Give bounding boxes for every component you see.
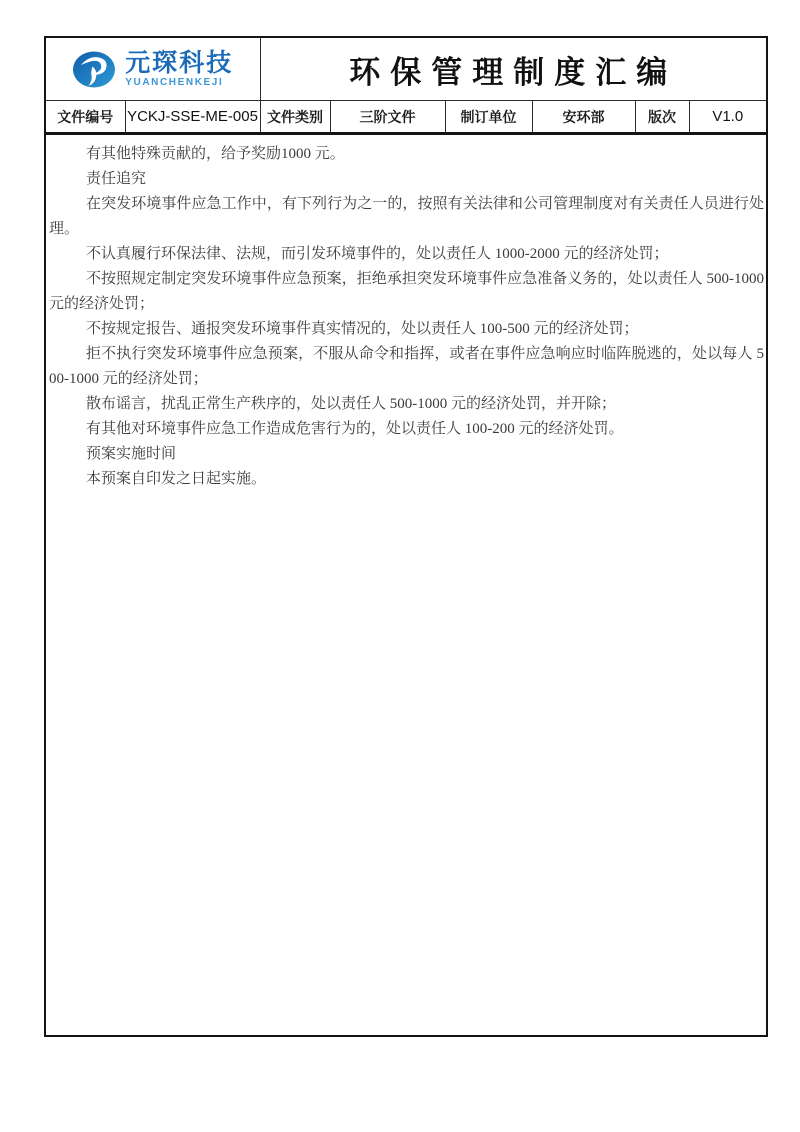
paragraph: 拒不执行突发环境事件应急预案，不服从命令和指挥，或者在事件应急响应时临阵脱逃的，处以每人 500-1000 元的经济处罚； [49,346,764,387]
title-cell [260,38,766,101]
logo-cell [46,38,260,101]
company-name-en: YUANCHENKEJI [125,76,224,88]
paragraph: 本预案自印发之日起实施。 [86,471,267,487]
company-name: 元琛科技 [125,48,234,77]
company-logo-text [125,48,234,88]
company-logo-icon [72,50,116,89]
document-body [46,135,766,492]
paragraph: 不认真履行环保法律、法规，而引发环境事件的，处以责任人 1000-2000 元的经济处罚； [86,246,669,262]
version-label: 版次 [635,101,689,134]
paragraph: 责任追究 [86,171,147,187]
document-title: 环保管理制度汇编 [349,54,678,90]
paragraph: 散布谣言，扰乱正常生产秩序的，处以责任人 500-1000 元的经济处罚，并开除； [86,396,616,412]
header-table [46,38,766,135]
doc-number-value: YCKJ-SSE-ME-005 [125,101,260,134]
doc-number-label: 文件编号 [46,101,125,134]
paragraph: 预案实施时间 [86,446,177,462]
paragraph: 有其他特殊贡献的，给予奖励1000 元。 [86,146,345,162]
dept-label: 制订单位 [445,101,532,134]
doc-type-label: 文件类别 [260,101,330,134]
doc-type-value: 三阶文件 [330,101,445,134]
dept-value: 安环部 [532,101,635,134]
version-value: V1.0 [689,101,766,134]
paragraph: 有其他对环境事件应急工作造成危害行为的，处以责任人 100-200 元的经济处罚。 [86,421,624,437]
page-frame [44,36,768,1037]
paragraph: 在突发环境事件应急工作中，有下列行为之一的，按照有关法律和公司管理制度对有关责任人员进行处理。 [49,196,764,237]
paragraph: 不按规定报告、通报突发环境事件真实情况的，处以责任人 100-500 元的经济处罚； [86,321,639,337]
company-logo [46,50,260,89]
paragraph: 不按照规定制定突发环境事件应急预案，拒绝承担突发环境事件应急准备义务的，处以责任人 500-1000 元的经济处罚； [49,271,764,312]
